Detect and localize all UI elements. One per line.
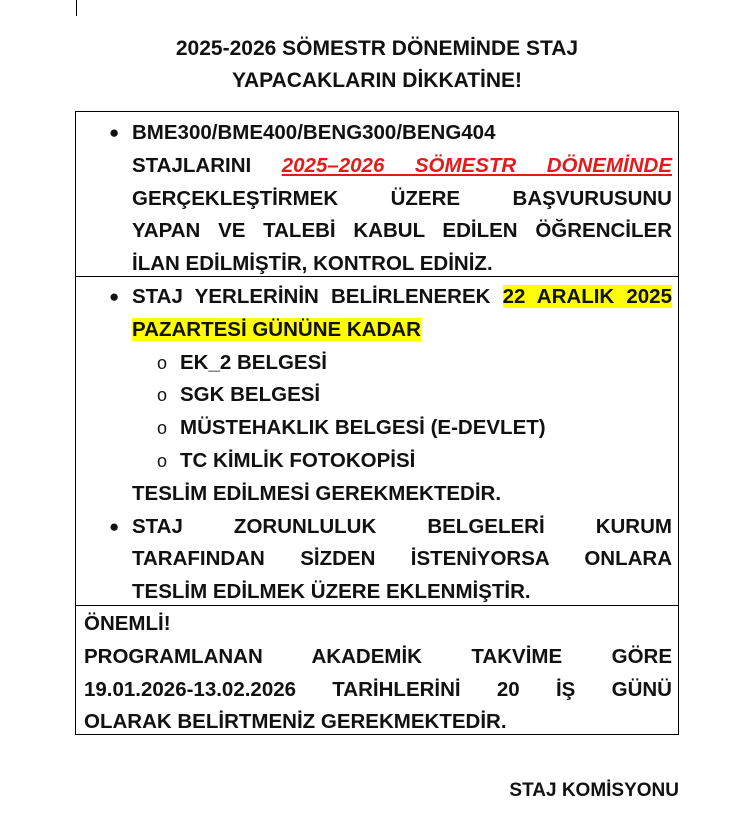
circle-bullet-icon: o — [157, 450, 168, 471]
deadline-date-highlight: 22 ARALIK 2025 — [502, 285, 672, 308]
section-documents — [76, 277, 678, 606]
circle-bullet-icon: o — [157, 385, 168, 406]
important-heading: ÖNEMLİ! — [84, 612, 171, 635]
section1-line-5: İLAN EDİLMİŞTİR, KONTROL EDİNİZ. — [132, 252, 493, 276]
section1-line-4: YAPAN VE TALEBİ KABUL EDİLEN ÖĞRENCİLER — [132, 219, 672, 243]
bullet-icon: ● — [109, 516, 120, 536]
internships-label: STAJLARINI — [132, 153, 252, 177]
b2-line-1: STAJ ZORUNLULUK BELGELERİ KURUM — [132, 514, 672, 538]
bullet-icon: ● — [109, 123, 120, 142]
title-line-1: 2025-2026 SÖMESTR DÖNEMİNDE STAJ — [175, 37, 579, 60]
document-title — [0, 33, 754, 97]
section1-line-3: GERÇEKLEŞTİRMEK ÜZERE BAŞVURUSUNU — [132, 186, 672, 210]
circle-bullet-icon: o — [157, 352, 168, 373]
circle-bullet-icon: o — [157, 418, 168, 439]
semester-period-highlight: 2025–2026 SÖMESTR DÖNEMİNDE — [281, 153, 673, 177]
notice-table — [75, 111, 679, 735]
b2-line-2: TARAFINDAN SİZDEN İSTENİYORSA ONLARA — [132, 547, 672, 571]
important-line-3: OLARAK BELİRTMENİZ GEREKMEKTEDİR. — [84, 710, 507, 734]
important-line-2: 19.01.2026-13.02.2026 TARİHLERİNİ 20 İŞ GÜNÜ — [84, 677, 672, 701]
document-list-item: o SGK BELGESİ — [76, 379, 678, 412]
document-list-item: o MÜSTEHAKLIK BELGESİ (E-DEVLET) — [76, 412, 678, 445]
document-list-item: o TC KİMLİK FOTOKOPİSİ — [76, 445, 678, 478]
text-cursor — [76, 0, 77, 16]
document-list-item: o EK_2 BELGESİ — [76, 347, 678, 380]
title-line-2: YAPACAKLARIN DİKKATİNE! — [231, 69, 523, 92]
course-codes: BME300/BME400/BENG300/BENG404 — [132, 121, 496, 144]
bullet-icon: ● — [109, 287, 120, 306]
deadline-day-highlight: PAZARTESİ GÜNÜNE KADAR — [132, 317, 421, 341]
deadline-intro: STAJ YERLERİNİN BELİRLENEREK — [132, 285, 491, 308]
signature: STAJ KOMİSYONU — [509, 780, 679, 801]
b2-line-3: TESLİM EDİLMEK ÜZERE EKLENMİŞTİR. — [132, 580, 531, 604]
section-important — [76, 606, 678, 734]
section-applications — [76, 112, 678, 277]
submission-note: TESLİM EDİLMESİ GEREKMEKTEDİR. — [132, 481, 502, 505]
important-line-1: PROGRAMLANAN AKADEMİK TAKVİME GÖRE — [84, 644, 672, 668]
